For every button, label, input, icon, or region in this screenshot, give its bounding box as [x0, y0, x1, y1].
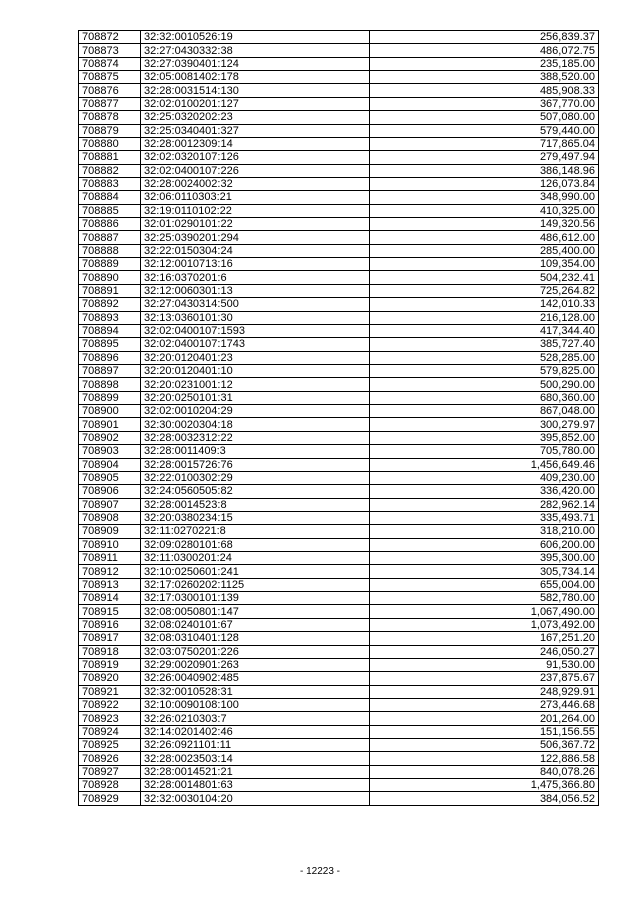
table-row	[79, 57, 599, 70]
amount-cell: 367,770.00	[370, 97, 599, 110]
cadastral-number-cell: 32:28:0014523:8	[141, 498, 370, 511]
row-id-cell: 708921	[79, 685, 141, 698]
amount-cell: 305,734.14	[370, 565, 599, 578]
amount-cell: 126,073.84	[370, 177, 599, 190]
amount-cell: 235,185.00	[370, 57, 599, 70]
table-row	[79, 445, 599, 458]
amount-cell: 386,148.96	[370, 164, 599, 177]
table-row	[79, 792, 599, 805]
amount-cell: 335,493.71	[370, 511, 599, 524]
cadastral-number-cell: 32:12:0060301:13	[141, 284, 370, 297]
amount-cell: 528,285.00	[370, 351, 599, 364]
cadastral-number-cell: 32:28:0015726:76	[141, 458, 370, 471]
row-id-cell: 708899	[79, 391, 141, 404]
table-row	[79, 124, 599, 137]
row-id-cell: 708908	[79, 511, 141, 524]
table-row	[79, 351, 599, 364]
amount-cell: 606,200.00	[370, 538, 599, 551]
table-row	[79, 752, 599, 765]
row-id-cell: 708903	[79, 445, 141, 458]
amount-cell: 507,080.00	[370, 111, 599, 124]
cadastral-number-cell: 32:19:0110102:22	[141, 204, 370, 217]
amount-cell: 256,839.37	[370, 31, 599, 44]
cadastral-number-cell: 32:24:0560505:82	[141, 485, 370, 498]
cadastral-number-cell: 32:09:0280101:68	[141, 538, 370, 551]
amount-cell: 348,990.00	[370, 191, 599, 204]
table-row	[79, 458, 599, 471]
cadastral-number-cell: 32:08:0310401:128	[141, 632, 370, 645]
table-row	[79, 378, 599, 391]
table-row	[79, 311, 599, 324]
table-row	[79, 525, 599, 538]
row-id-cell: 708884	[79, 191, 141, 204]
row-id-cell: 708894	[79, 324, 141, 337]
amount-cell: 216,128.00	[370, 311, 599, 324]
row-id-cell: 708929	[79, 792, 141, 805]
amount-cell: 149,320.56	[370, 218, 599, 231]
cadastral-number-cell: 32:26:0210303:7	[141, 712, 370, 725]
cadastral-number-cell: 32:25:0390201:294	[141, 231, 370, 244]
amount-cell: 409,230.00	[370, 471, 599, 484]
table-row	[79, 258, 599, 271]
cadastral-number-cell: 32:06:0110303:21	[141, 191, 370, 204]
table-row	[79, 244, 599, 257]
amount-cell: 867,048.00	[370, 405, 599, 418]
amount-cell: 504,232.41	[370, 271, 599, 284]
amount-cell: 318,210.00	[370, 525, 599, 538]
cadastral-number-cell: 32:08:0050801:147	[141, 605, 370, 618]
row-id-cell: 708891	[79, 284, 141, 297]
row-id-cell: 708873	[79, 44, 141, 57]
cadastral-number-cell: 32:25:0320202:23	[141, 111, 370, 124]
amount-cell: 680,360.00	[370, 391, 599, 404]
cadastral-number-cell: 32:20:0120401:23	[141, 351, 370, 364]
table-row	[79, 204, 599, 217]
row-id-cell: 708901	[79, 418, 141, 431]
row-id-cell: 708922	[79, 698, 141, 711]
row-id-cell: 708880	[79, 137, 141, 150]
row-id-cell: 708905	[79, 471, 141, 484]
cadastral-number-cell: 32:10:0250601:241	[141, 565, 370, 578]
cadastral-number-cell: 32:28:0012309:14	[141, 137, 370, 150]
amount-cell: 384,056.52	[370, 792, 599, 805]
amount-cell: 1,456,649.46	[370, 458, 599, 471]
cadastral-number-cell: 32:17:0260202:1125	[141, 578, 370, 591]
amount-cell: 506,367.72	[370, 739, 599, 752]
row-id-cell: 708888	[79, 244, 141, 257]
amount-cell: 285,400.00	[370, 244, 599, 257]
row-id-cell: 708886	[79, 218, 141, 231]
cadastral-number-cell: 32:28:0024002:32	[141, 177, 370, 190]
table-row	[79, 177, 599, 190]
amount-cell: 486,072.75	[370, 44, 599, 57]
row-id-cell: 708898	[79, 378, 141, 391]
row-id-cell: 708925	[79, 739, 141, 752]
amount-cell: 725,264.82	[370, 284, 599, 297]
table-row	[79, 218, 599, 231]
amount-cell: 388,520.00	[370, 71, 599, 84]
table-row	[79, 284, 599, 297]
row-id-cell: 708926	[79, 752, 141, 765]
table-row	[79, 405, 599, 418]
table-row	[79, 231, 599, 244]
amount-cell: 410,325.00	[370, 204, 599, 217]
table-row	[79, 71, 599, 84]
cadastral-number-cell: 32:02:0100201:127	[141, 97, 370, 110]
amount-cell: 142,010.33	[370, 298, 599, 311]
table-row	[79, 552, 599, 565]
cadastral-number-cell: 32:27:0390401:124	[141, 57, 370, 70]
cadastral-number-cell: 32:02:0010204:29	[141, 405, 370, 418]
table-row	[79, 779, 599, 792]
cadastral-number-cell: 32:29:0020901:263	[141, 658, 370, 671]
amount-cell: 579,825.00	[370, 364, 599, 377]
table-row	[79, 698, 599, 711]
amount-cell: 167,251.20	[370, 632, 599, 645]
table-row	[79, 485, 599, 498]
cadastral-number-cell: 32:11:0300201:24	[141, 552, 370, 565]
row-id-cell: 708912	[79, 565, 141, 578]
table-row	[79, 137, 599, 150]
row-id-cell: 708872	[79, 31, 141, 44]
amount-cell: 151,156.55	[370, 725, 599, 738]
cadastral-number-cell: 32:02:0400107:1593	[141, 324, 370, 337]
row-id-cell: 708927	[79, 765, 141, 778]
registry-table	[78, 30, 599, 806]
amount-cell: 1,067,490.00	[370, 605, 599, 618]
table-row	[79, 111, 599, 124]
cadastral-number-cell: 32:28:0023503:14	[141, 752, 370, 765]
row-id-cell: 708928	[79, 779, 141, 792]
amount-cell: 705,780.00	[370, 445, 599, 458]
amount-cell: 336,420.00	[370, 485, 599, 498]
row-id-cell: 708913	[79, 578, 141, 591]
row-id-cell: 708917	[79, 632, 141, 645]
row-id-cell: 708892	[79, 298, 141, 311]
table-row	[79, 498, 599, 511]
amount-cell: 582,780.00	[370, 592, 599, 605]
amount-cell: 486,612.00	[370, 231, 599, 244]
amount-cell: 485,908.33	[370, 84, 599, 97]
cadastral-number-cell: 32:08:0240101:67	[141, 618, 370, 631]
table-row	[79, 271, 599, 284]
cadastral-number-cell: 32:02:0400107:1743	[141, 338, 370, 351]
row-id-cell: 708918	[79, 645, 141, 658]
cadastral-number-cell: 32:28:0032312:22	[141, 431, 370, 444]
row-id-cell: 708878	[79, 111, 141, 124]
table-row	[79, 658, 599, 671]
cadastral-number-cell: 32:20:0120401:10	[141, 364, 370, 377]
amount-cell: 248,929.91	[370, 685, 599, 698]
amount-cell: 840,078.26	[370, 765, 599, 778]
table-row	[79, 565, 599, 578]
amount-cell: 395,852.00	[370, 431, 599, 444]
table-row	[79, 431, 599, 444]
cadastral-number-cell: 32:01:0290101:22	[141, 218, 370, 231]
cadastral-number-cell: 32:02:0400107:226	[141, 164, 370, 177]
amount-cell: 237,875.67	[370, 672, 599, 685]
cadastral-number-cell: 32:28:0011409:3	[141, 445, 370, 458]
cadastral-number-cell: 32:16:0370201:6	[141, 271, 370, 284]
table-row	[79, 391, 599, 404]
cadastral-number-cell: 32:32:0030104:20	[141, 792, 370, 805]
amount-cell: 273,446.68	[370, 698, 599, 711]
table-row	[79, 632, 599, 645]
row-id-cell: 708897	[79, 364, 141, 377]
row-id-cell: 708889	[79, 258, 141, 271]
row-id-cell: 708904	[79, 458, 141, 471]
row-id-cell: 708876	[79, 84, 141, 97]
table-row	[79, 538, 599, 551]
cadastral-number-cell: 32:32:0010528:31	[141, 685, 370, 698]
row-id-cell: 708920	[79, 672, 141, 685]
cadastral-number-cell: 32:10:0090108:100	[141, 698, 370, 711]
cadastral-number-cell: 32:27:0430332:38	[141, 44, 370, 57]
row-id-cell: 708890	[79, 271, 141, 284]
amount-cell: 279,497.94	[370, 151, 599, 164]
amount-cell: 1,475,366.80	[370, 779, 599, 792]
row-id-cell: 708911	[79, 552, 141, 565]
cadastral-number-cell: 32:32:0010526:19	[141, 31, 370, 44]
cadastral-number-cell: 32:28:0031514:130	[141, 84, 370, 97]
amount-cell: 655,004.00	[370, 578, 599, 591]
cadastral-number-cell: 32:25:0340401:327	[141, 124, 370, 137]
row-id-cell: 708907	[79, 498, 141, 511]
table-row	[79, 164, 599, 177]
cadastral-number-cell: 32:12:0010713:16	[141, 258, 370, 271]
table-row	[79, 418, 599, 431]
row-id-cell: 708924	[79, 725, 141, 738]
row-id-cell: 708874	[79, 57, 141, 70]
amount-cell: 109,354.00	[370, 258, 599, 271]
table-row	[79, 578, 599, 591]
amount-cell: 201,264.00	[370, 712, 599, 725]
row-id-cell: 708916	[79, 618, 141, 631]
table-row	[79, 84, 599, 97]
cadastral-number-cell: 32:20:0231001:12	[141, 378, 370, 391]
table-row	[79, 725, 599, 738]
table-row	[79, 712, 599, 725]
row-id-cell: 708885	[79, 204, 141, 217]
table-row	[79, 685, 599, 698]
row-id-cell: 708902	[79, 431, 141, 444]
table-row	[79, 31, 599, 44]
cadastral-number-cell: 32:22:0150304:24	[141, 244, 370, 257]
cadastral-number-cell: 32:30:0020304:18	[141, 418, 370, 431]
cadastral-number-cell: 32:26:0040902:485	[141, 672, 370, 685]
row-id-cell: 708906	[79, 485, 141, 498]
cadastral-number-cell: 32:20:0380234:15	[141, 511, 370, 524]
cadastral-number-cell: 32:14:0201402:46	[141, 725, 370, 738]
amount-cell: 717,865.04	[370, 137, 599, 150]
page-number: - 12223 -	[299, 866, 341, 877]
table-row	[79, 151, 599, 164]
row-id-cell: 708910	[79, 538, 141, 551]
amount-cell: 91,530.00	[370, 658, 599, 671]
amount-cell: 385,727.40	[370, 338, 599, 351]
row-id-cell: 708883	[79, 177, 141, 190]
row-id-cell: 708919	[79, 658, 141, 671]
cadastral-number-cell: 32:28:0014521:21	[141, 765, 370, 778]
registry-table-body	[79, 31, 599, 806]
cadastral-number-cell: 32:27:0430314:500	[141, 298, 370, 311]
row-id-cell: 708923	[79, 712, 141, 725]
amount-cell: 417,344.40	[370, 324, 599, 337]
amount-cell: 1,073,492.00	[370, 618, 599, 631]
table-row	[79, 338, 599, 351]
cadastral-number-cell: 32:03:0750201:226	[141, 645, 370, 658]
row-id-cell: 708900	[79, 405, 141, 418]
table-row	[79, 672, 599, 685]
cadastral-number-cell: 32:17:0300101:139	[141, 592, 370, 605]
table-row	[79, 765, 599, 778]
table-row	[79, 324, 599, 337]
table-row	[79, 44, 599, 57]
cadastral-number-cell: 32:28:0014801:63	[141, 779, 370, 792]
amount-cell: 395,300.00	[370, 552, 599, 565]
table-row	[79, 471, 599, 484]
row-id-cell: 708915	[79, 605, 141, 618]
table-row	[79, 97, 599, 110]
row-id-cell: 708877	[79, 97, 141, 110]
row-id-cell: 708875	[79, 71, 141, 84]
row-id-cell: 708914	[79, 592, 141, 605]
table-row	[79, 739, 599, 752]
row-id-cell: 708893	[79, 311, 141, 324]
table-row	[79, 618, 599, 631]
row-id-cell: 708909	[79, 525, 141, 538]
cadastral-number-cell: 32:11:0270221:8	[141, 525, 370, 538]
cadastral-number-cell: 32:20:0250101:31	[141, 391, 370, 404]
table-row	[79, 511, 599, 524]
row-id-cell: 708882	[79, 164, 141, 177]
row-id-cell: 708879	[79, 124, 141, 137]
amount-cell: 246,050.27	[370, 645, 599, 658]
cadastral-number-cell: 32:02:0320107:126	[141, 151, 370, 164]
table-row	[79, 645, 599, 658]
table-row	[79, 592, 599, 605]
amount-cell: 300,279.97	[370, 418, 599, 431]
table-row	[79, 191, 599, 204]
table-row	[79, 605, 599, 618]
row-id-cell: 708887	[79, 231, 141, 244]
cadastral-number-cell: 32:26:0921101:11	[141, 739, 370, 752]
cadastral-number-cell: 32:05:0081402:178	[141, 71, 370, 84]
table-row	[79, 364, 599, 377]
cadastral-number-cell: 32:13:0360101:30	[141, 311, 370, 324]
row-id-cell: 708896	[79, 351, 141, 364]
amount-cell: 122,886.58	[370, 752, 599, 765]
amount-cell: 500,290.00	[370, 378, 599, 391]
row-id-cell: 708895	[79, 338, 141, 351]
amount-cell: 282,962.14	[370, 498, 599, 511]
amount-cell: 579,440.00	[370, 124, 599, 137]
table-row	[79, 298, 599, 311]
row-id-cell: 708881	[79, 151, 141, 164]
cadastral-number-cell: 32:22:0100302:29	[141, 471, 370, 484]
